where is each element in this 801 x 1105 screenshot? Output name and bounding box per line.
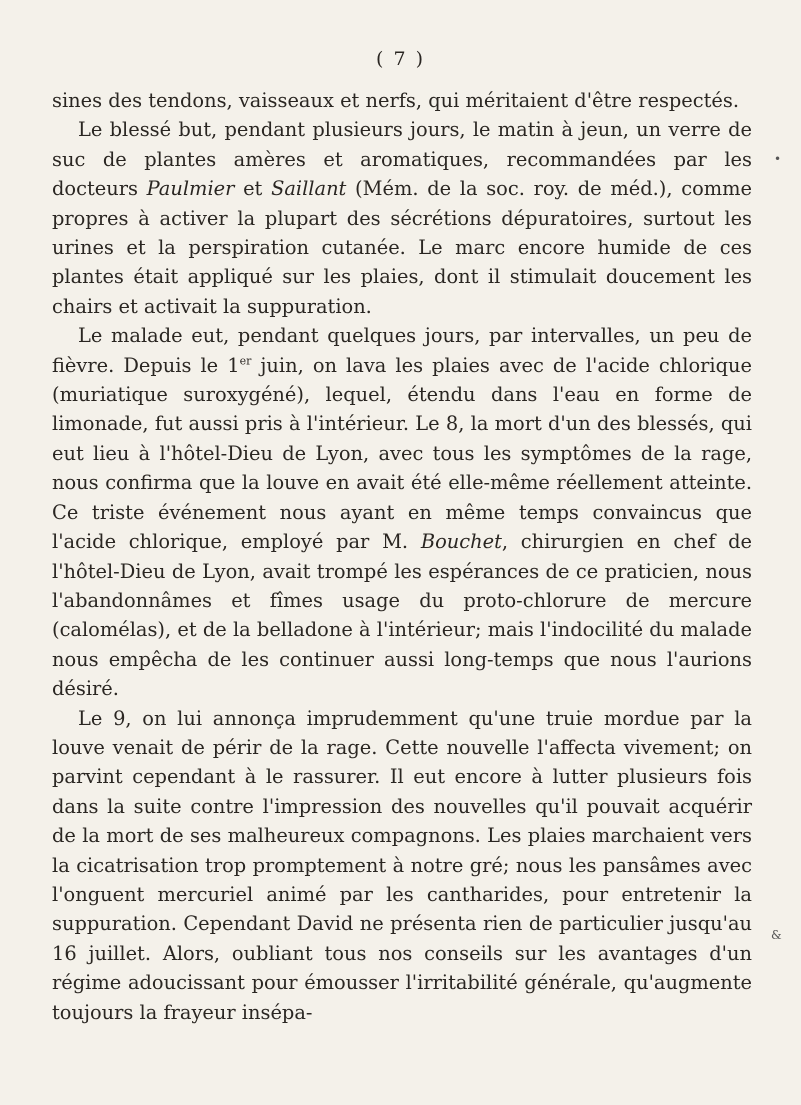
- text-run: Le blessé but, pendant plusieurs jours, le matin à jeun, un verre de suc de plantes amères et aromatiques, recommandées par les docteurs: [52, 118, 752, 201]
- text-run: juin, on lava les plaies avec de l'acide chlorique (muriatique suroxygéné), lequel, étendu dans l'eau en forme de limonade, fut aussi pris à l'intérieur. Le 8, la mort d'un des blessés, qui eut lieu à l'hôtel-Dieu de Lyon, avec tous les symptômes de la rage, nous confirma que la louve en avait été elle-même réellement atteinte. Ce triste événement nous ayant en même temps convaincus que l'acide chlorique, employé par M.: [52, 353, 752, 554]
- margin-speck: •: [774, 152, 782, 166]
- text-run: sines des tendons, vaisseaux et nerfs, qui méritaient d'être respectés.: [52, 89, 740, 112]
- page-text-block: [52, 86, 752, 1027]
- text-run: (Mém. de la soc. roy. de méd.), comme propres à activer la plupart des sécrétions dépuratoires, surtout les urines et la perspiration cutanée. Le marc encore humide de ces plantes était appliqué sur les plaies, dont il stimulait doucement les chairs et activait la suppuration.: [52, 177, 752, 318]
- text-run: Le 9, on lui annonça imprudemment qu'une truie mordue par la louve venait de périr de la rage. Cette nouvelle l'affecta vivement; on parvint cependant à le rassurer. Il eut encore à lutter plusieurs fois dans la suite contre l'impression des nouvelles qu'il pouvait acquérir de la mort de ses malheureux compagnons. Les plaies marchaient vers la cicatrisation trop promptement à notre gré; nous les pansâmes avec l'onguent mercuriel animé par les cantharides, pour entretenir la suppuration. Cependant David ne présenta rien de particulier jusqu'au 16 juillet. Alors, oubliant tous nos conseils sur les avantages d'un régime adoucissant pour émousser l'irritabilité générale, qu'augmente toujours la frayeur insépa-: [52, 706, 752, 1024]
- italic-name: Saillant: [271, 177, 347, 201]
- italic-name: Paulmier: [146, 177, 235, 201]
- paragraph: [52, 321, 752, 703]
- page-number: ( 7 ): [376, 48, 425, 70]
- italic-name: Bouchet: [420, 530, 502, 554]
- paragraph: [52, 115, 752, 321]
- paragraph: [52, 704, 752, 1027]
- superscript: er: [239, 354, 252, 368]
- text-run: , chirurgien en chef de l'hôtel-Dieu de Lyon, avait trompé les espérances de ce praticien, nous l'abandonnâmes et fîmes usage du proto-chlorure de mercure (calomélas), et de la belladone à l'intérieur; mais l'indocilité du malade nous empêcha de les continuer aussi long-temps que nous l'aurions désiré.: [52, 530, 752, 701]
- margin-speck: &: [771, 928, 782, 942]
- text-run: Le malade eut, pendant quelques jours, par intervalles, un peu de fièvre. Depuis le 1: [52, 324, 752, 377]
- paragraph: [52, 86, 752, 115]
- text-run: et: [234, 177, 272, 201]
